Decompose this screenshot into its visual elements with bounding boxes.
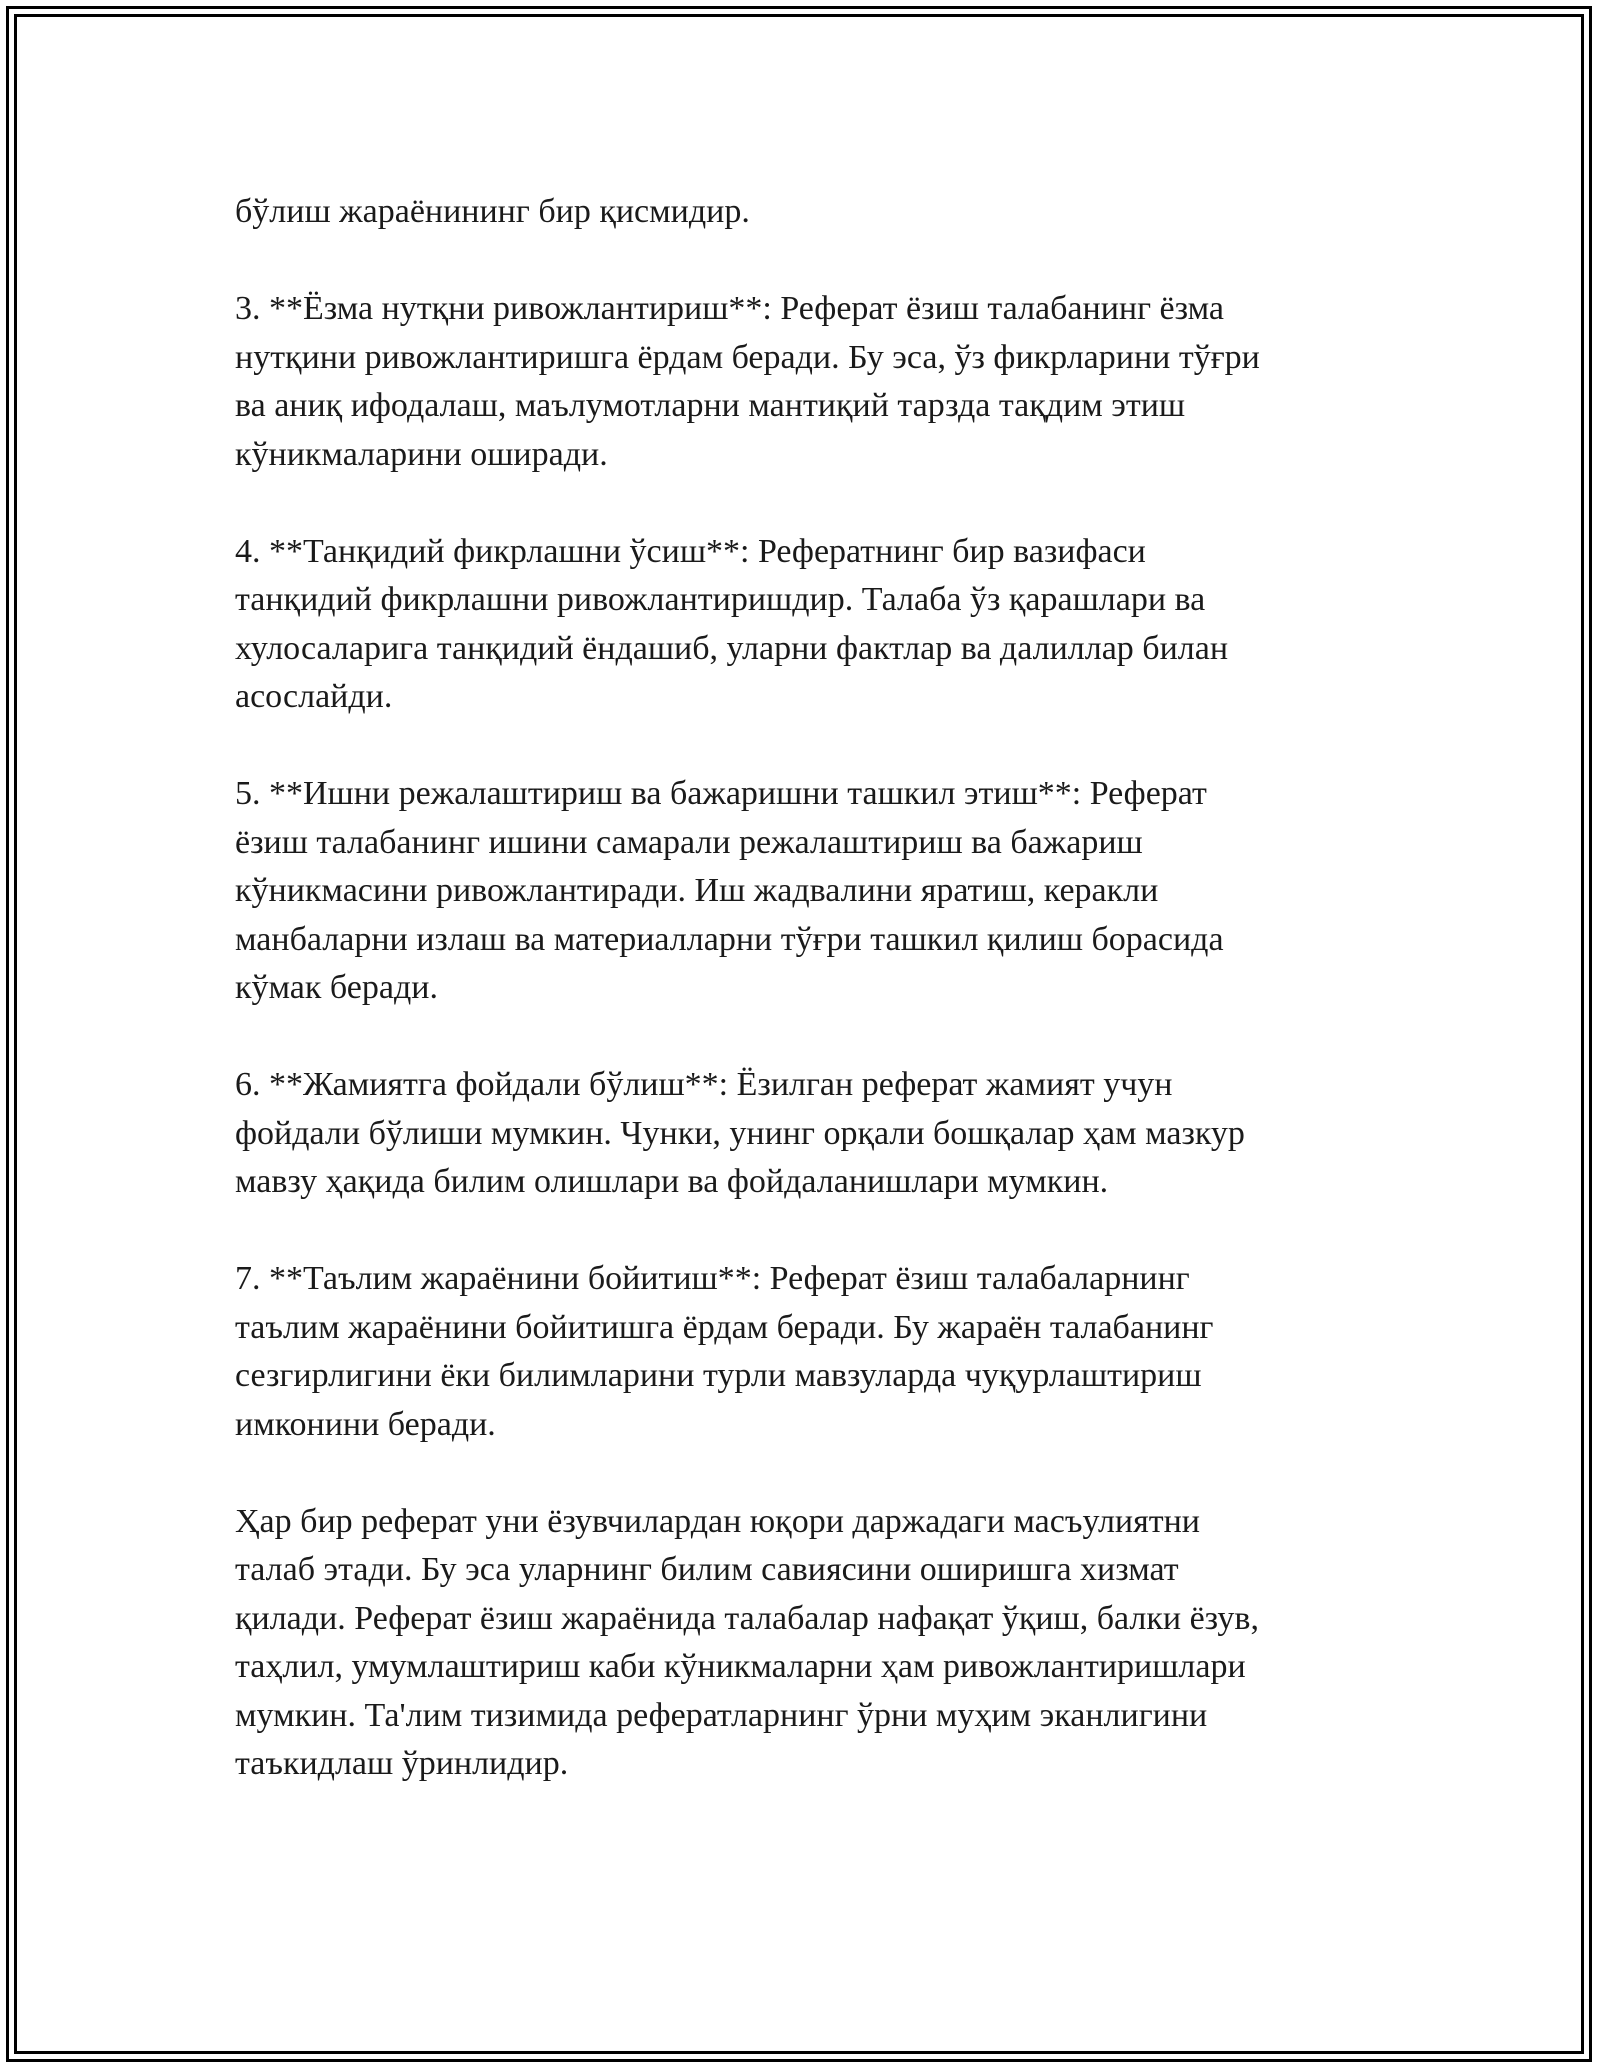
paragraph-item-7: 7. **Таълим жараёнини бойитиш**: Реферат ёзиш талабаларнинг таълим жараёнини бойитишга ёрдам беради. Бу жараён талабанинг сезгирлигини ёки билимларини турли мавзуларда чуқурлаштириш имконини беради. — [235, 1260, 1214, 1443]
document-body — [235, 188, 1375, 1837]
paragraph-item-4: 4. **Танқидий фикрлашни ўсиш**: Рефератнинг бир вазифаси танқидий фикрлашни ривожлантиришдир. Талаба ўз қарашлари ва хулосаларига танқидий ёндашиб, уларни фактлар ва далиллар билан асослайди. — [235, 532, 1229, 715]
paragraph-continuation: бўлиш жараёнининг бир қисмидир. — [235, 193, 750, 230]
paragraph-item-5: 5. **Ишни режалаштириш ва бажаришни ташкил этиш**: Реферат ёзиш талабанинг ишини самарали режалаштириш ва бажариш кўникмасини ривожлантиради. Иш жадвалини яратиш, керакли манбаларни излаш ва материалларни тўғри ташкил қилиш борасида кўмак беради. — [235, 775, 1224, 1006]
paragraph-item-3: 3. **Ёзма нутқни ривожлантириш**: Реферат ёзиш талабанинг ёзма нутқини ривожлантиришга ёрдам беради. Бу эса, ўз фикрларини тўғри ва аниқ ифодалаш, маълумотларни мантиқий тарзда тақдим этиш кўникмаларини оширади. — [235, 290, 1260, 473]
paragraph-conclusion: Ҳар бир реферат уни ёзувчилардан юқори даржадаги масъулиятни талаб этади. Бу эса уларнинг билим савиясини оширишга хизмат қилади. Реферат ёзиш жараёнида талабалар нафақат ўқиш, балки ёзув, таҳлил, умумлаштириш каби кўникмаларни ҳам ривожлантиришлари мумкин. Та'лим тизимида рефератларнинг ўрни муҳим эканлигини таъкидлаш ўринлидир. — [235, 1502, 1259, 1782]
paragraph-item-6: 6. **Жамиятга фойдали бўлиш**: Ёзилган реферат жамият учун фойдали бўлиши мумкин. Чунки, унинг орқали бошқалар ҳам мазкур мавзу ҳақида билим олишлари ва фойдаланишлари мумкин. — [235, 1066, 1245, 1200]
